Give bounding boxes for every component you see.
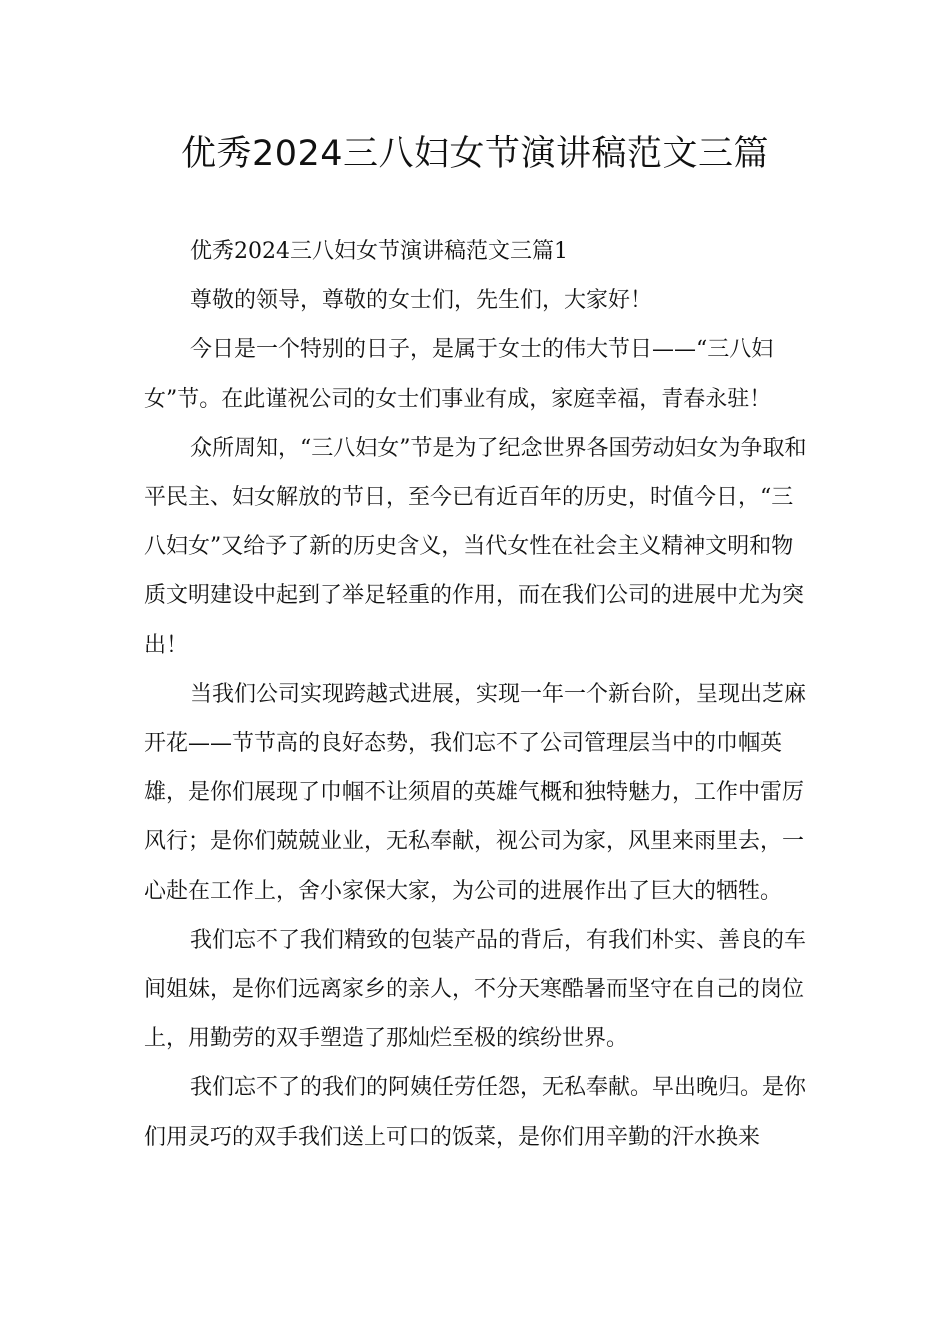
document-title: 优秀2024三八妇女节演讲稿范文三篇 [180, 134, 770, 174]
salutation-paragraph: 尊敬的领导，尊敬的女士们，先生们，大家好！ [190, 288, 653, 314]
body-paragraph: 当我们公司实现跨越式进展，实现一年一个新台阶，呈现出芝麻开花——节节高的良好态势，我们忘不了公司管理层当中的巾帼英雄，是你们展现了巾帼不让须眉的英雄气概和独特魅力，工作中雷厉风行；是你们兢兢业业，无私奉献，视公司为家，风里来雨里去，一心赴在工作上，舍小家保大家，为公司的进展作出了巨大的牺牲。 [144, 681, 807, 904]
body-paragraph: 我们忘不了我们精致的包装产品的背后，有我们朴实、善良的车间姐妹，是你们远离家乡的亲人，不分天寒酷暑而坚守在自己的岗位上，用勤劳的双手塑造了那灿烂至极的缤纷世界。 [144, 927, 807, 1052]
document-body [144, 227, 809, 1162]
body-paragraph: 我们忘不了的我们的阿姨任劳任怨，无私奉献。早出晚归。是你们用灵巧的双手我们送上可口的饭菜，是你们用辛勤的汗水换来 [144, 1075, 807, 1150]
section-heading: 优秀2024三八妇女节演讲稿范文三篇1 [190, 239, 568, 264]
body-paragraph: 众所周知，“三八妇女”节是为了纪念世界各国劳动妇女为争取和平民主、妇女解放的节日，至今已有近百年的历史，时值今日，“三八妇女”又给予了新的历史含义，当代女性在社会主义精神文明和物质文明建设中起到了举足轻重的作用，而在我们公司的进展中尤为突出！ [144, 435, 807, 658]
body-paragraph: 今日是一个特别的日子，是属于女士的伟大节日——“三八妇女”节。在此谨祝公司的女士们事业有成，家庭幸福，青春永驻！ [144, 337, 774, 412]
